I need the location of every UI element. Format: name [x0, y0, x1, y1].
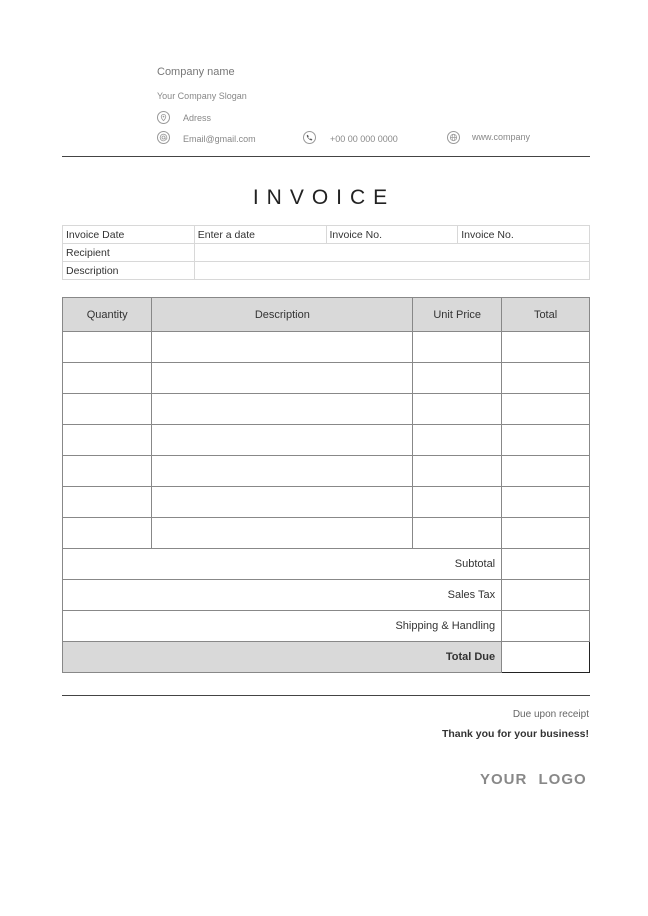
quantity-cell[interactable]: [63, 456, 152, 487]
total-cell[interactable]: [502, 456, 590, 487]
location-icon: [157, 111, 170, 124]
table-row: [63, 456, 590, 487]
shipping-row: [63, 611, 590, 642]
table-row: [63, 518, 590, 549]
total-cell[interactable]: [502, 394, 590, 425]
total-cell[interactable]: [502, 363, 590, 394]
unit-price-header: Unit Price: [413, 298, 502, 332]
due-note: Due upon receipt: [512, 709, 589, 720]
description-cell[interactable]: [152, 332, 413, 363]
table-header-row: [63, 298, 590, 332]
subtotal-value[interactable]: [502, 549, 590, 580]
globe-icon: [447, 131, 460, 144]
sales-tax-label: Sales Tax: [63, 580, 502, 611]
footer-divider: [62, 695, 590, 696]
quantity-cell[interactable]: [63, 425, 152, 456]
table-row: [63, 425, 590, 456]
email-icon: [157, 131, 170, 144]
description-field[interactable]: [194, 262, 589, 280]
quantity-cell[interactable]: [63, 518, 152, 549]
invoice-date-field[interactable]: Enter a date: [194, 226, 326, 244]
company-email: Email@gmail.com: [183, 134, 256, 144]
sales-tax-value[interactable]: [502, 580, 590, 611]
total-cell[interactable]: [502, 518, 590, 549]
unit-price-cell[interactable]: [413, 363, 502, 394]
company-slogan: Your Company Slogan: [157, 91, 247, 101]
company-name: Company name: [157, 66, 235, 78]
quantity-cell[interactable]: [63, 363, 152, 394]
invoice-title: INVOICE: [252, 186, 396, 209]
unit-price-cell[interactable]: [413, 394, 502, 425]
unit-price-cell[interactable]: [413, 456, 502, 487]
total-due-row: [63, 642, 590, 673]
subtotal-row: [63, 549, 590, 580]
description-cell[interactable]: [152, 394, 413, 425]
items-table: [62, 297, 590, 673]
sales-tax-row: [63, 580, 590, 611]
total-cell[interactable]: [502, 487, 590, 518]
description-cell[interactable]: [152, 425, 413, 456]
unit-price-cell[interactable]: [413, 332, 502, 363]
invoice-no-label: Invoice No.: [326, 226, 458, 244]
description-cell[interactable]: [152, 456, 413, 487]
total-due-label: Total Due: [63, 642, 502, 673]
quantity-cell[interactable]: [63, 332, 152, 363]
table-row: [63, 394, 590, 425]
table-row: [63, 332, 590, 363]
recipient-label: Recipient: [63, 244, 195, 262]
shipping-value[interactable]: [502, 611, 590, 642]
shipping-label: Shipping & Handling: [63, 611, 502, 642]
phone-icon: [303, 131, 316, 144]
description-label: Description: [63, 262, 195, 280]
description-cell[interactable]: [152, 518, 413, 549]
company-phone: +00 00 000 0000: [330, 134, 398, 144]
unit-price-cell[interactable]: [413, 518, 502, 549]
description-header: Description: [152, 298, 413, 332]
table-row: [63, 487, 590, 518]
quantity-cell[interactable]: [63, 487, 152, 518]
invoice-date-label: Invoice Date: [63, 226, 195, 244]
logo-placeholder: YOUR LOGO: [480, 771, 587, 788]
company-website: www.company: [472, 132, 531, 142]
description-cell[interactable]: [152, 363, 413, 394]
total-due-value[interactable]: [502, 642, 590, 673]
company-address: Adress: [183, 113, 212, 123]
total-header: Total: [502, 298, 590, 332]
invoice-no-field[interactable]: Invoice No.: [458, 226, 590, 244]
unit-price-cell[interactable]: [413, 487, 502, 518]
subtotal-label: Subtotal: [63, 549, 502, 580]
recipient-field[interactable]: [194, 244, 589, 262]
thank-you-note: Thank you for your business!: [441, 728, 589, 740]
header-divider: [62, 156, 590, 157]
invoice-info-table: [62, 225, 590, 280]
table-row: [63, 363, 590, 394]
description-cell[interactable]: [152, 487, 413, 518]
quantity-header: Quantity: [63, 298, 152, 332]
quantity-cell[interactable]: [63, 394, 152, 425]
total-cell[interactable]: [502, 425, 590, 456]
unit-price-cell[interactable]: [413, 425, 502, 456]
total-cell[interactable]: [502, 332, 590, 363]
